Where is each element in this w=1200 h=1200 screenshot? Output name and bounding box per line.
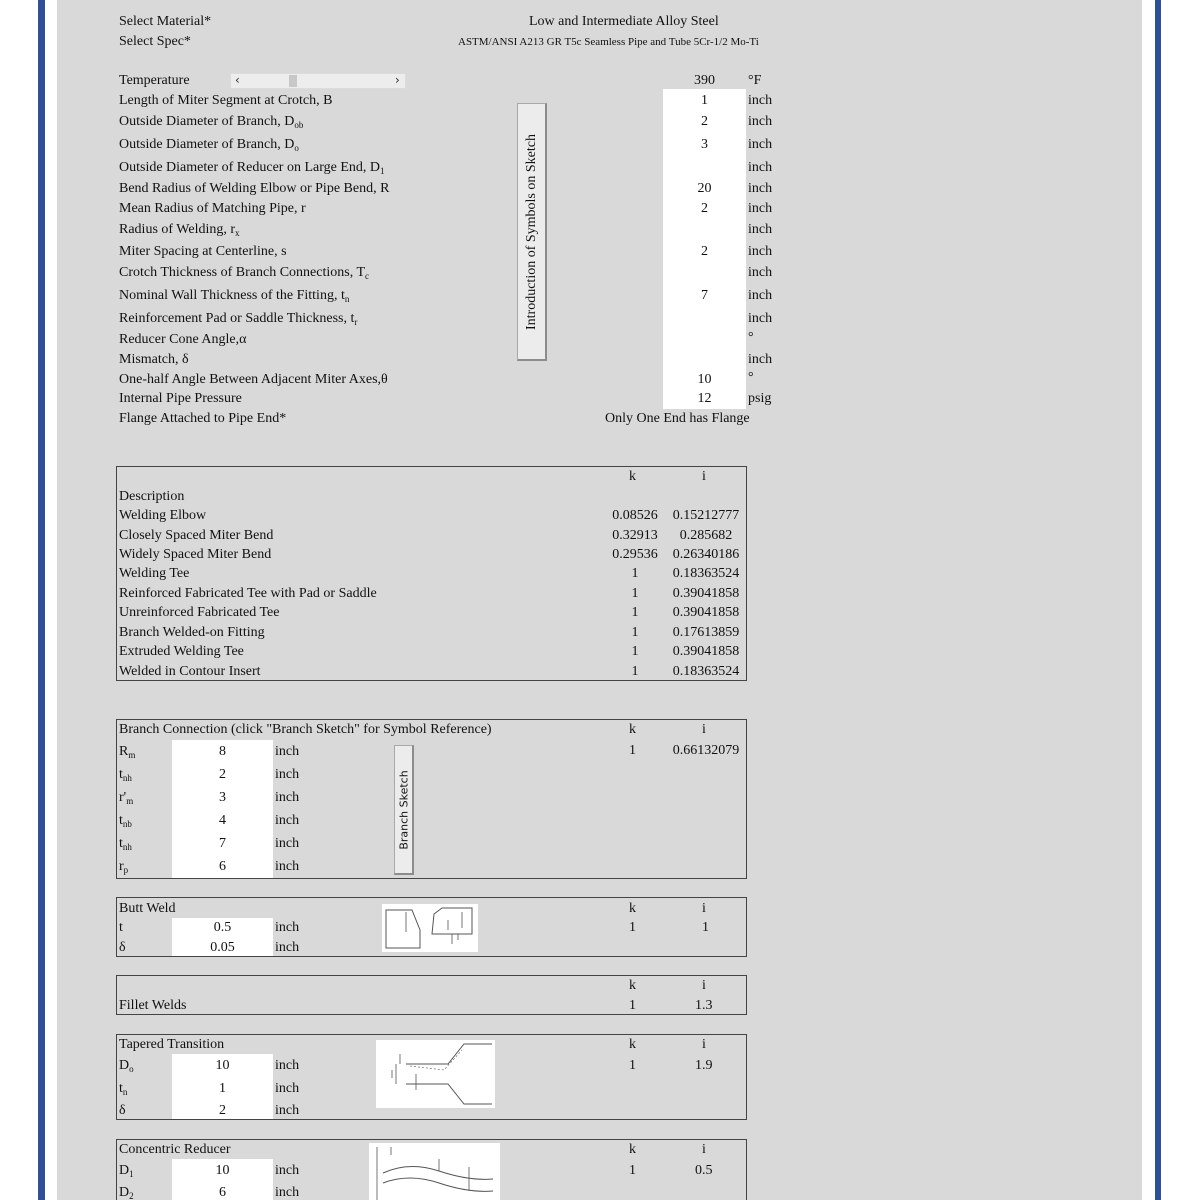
table-row-i: 0.18363524	[672, 566, 740, 581]
crotch-thickness-label: Crotch Thickness of Branch Connections, $T_c$	[119, 265, 369, 281]
welding-radius-unit: inch	[748, 222, 773, 237]
table-row-k: 1	[631, 644, 639, 659]
branch-unit: inch	[275, 790, 300, 805]
branch-unit: inch	[275, 744, 300, 759]
table-row-label: Welding Tee	[119, 566, 190, 581]
tapered-unit: inch	[275, 1103, 300, 1118]
table-row-i: 0.39041858	[672, 644, 740, 659]
branch-symbol: $r'_m$	[119, 790, 134, 806]
tapered-unit: inch	[275, 1081, 300, 1096]
nominal-wall-thickness-unit: inch	[748, 288, 773, 303]
flange-label: Flange Attached to Pipe End*	[119, 411, 287, 426]
branch-od-do-label: Outside Diameter of Branch, $D_o$	[119, 137, 299, 153]
branch-symbol: $r_p$	[119, 859, 129, 875]
table-row-k: 1	[631, 664, 639, 679]
branch-unit: inch	[275, 859, 300, 874]
window-frame-left	[38, 0, 45, 1200]
table-row-i: 0.39041858	[672, 605, 740, 620]
reducer-k-header: k	[629, 1142, 636, 1157]
branch-i-header: i	[702, 722, 706, 737]
branch-tnh2-field[interactable]: 7	[219, 836, 226, 851]
scroll-right-icon[interactable]: ›	[395, 73, 400, 87]
intro-symbols-button-label: Introduction of Symbols on Sketch	[523, 133, 539, 330]
reducer-i-header: i	[702, 1142, 706, 1157]
reducer-i-value: 0.5	[695, 1163, 713, 1178]
temperature-scrollbar[interactable]	[230, 73, 406, 89]
intro-symbols-button[interactable]	[517, 103, 547, 361]
fittings-description-header: Description	[119, 489, 185, 504]
nominal-wall-thickness-label: Nominal Wall Thickness of the Fitting, $t_n$	[119, 288, 350, 304]
butt-weld-symbol: δ	[119, 940, 126, 955]
table-row-i: 0.39041858	[672, 586, 740, 601]
reducer-d1-field[interactable]: 10	[215, 1163, 230, 1178]
table-row-i: 0.18363524	[672, 664, 740, 679]
table-row-k: 0.08526	[612, 508, 658, 523]
cone-angle-label: Reducer Cone Angle,α	[119, 332, 247, 347]
miter-half-angle-field[interactable]: 10	[697, 372, 712, 387]
tapered-k-value: 1	[629, 1058, 636, 1073]
table-row-k: 1	[631, 625, 639, 640]
mean-radius-field[interactable]: 2	[701, 201, 708, 216]
miter-half-angle-label: One-half Angle Between Adjacent Miter Axes,θ	[119, 372, 388, 387]
tapered-i-header: i	[702, 1037, 706, 1052]
table-row-label: Closely Spaced Miter Bend	[119, 528, 274, 543]
branch-unit: inch	[275, 836, 300, 851]
reducer-symbol: $D_2$	[119, 1185, 134, 1200]
branch-symbol: $t_{nh}$	[119, 767, 132, 783]
table-row-i: 0.15212777	[672, 508, 740, 523]
butt-weld-symbol: t	[119, 920, 123, 935]
flange-select[interactable]: Only One End has Flange	[605, 411, 750, 426]
tapered-transition-title: Tapered Transition	[119, 1037, 225, 1052]
branch-i-value: 0.66132079	[672, 743, 740, 758]
reducer-symbol: $D_1$	[119, 1163, 134, 1179]
butt-weld-k-header: k	[629, 901, 636, 916]
crotch-thickness-unit: inch	[748, 265, 773, 280]
spec-label: Select Spec*	[119, 34, 191, 49]
branch-od-dob-unit: inch	[748, 114, 773, 129]
mean-radius-label: Mean Radius of Matching Pipe, r	[119, 201, 306, 216]
welding-radius-label: Radius of Welding, $r_x$	[119, 222, 240, 238]
butt-weld-title: Butt Weld	[119, 901, 176, 916]
reducer-d2-field[interactable]: 6	[219, 1185, 226, 1200]
mean-radius-unit: inch	[748, 201, 773, 216]
branch-symbol: $t_{nb}$	[119, 813, 132, 829]
branch-unit: inch	[275, 813, 300, 828]
material-label: Select Material*	[119, 14, 212, 29]
table-row-i: 0.17613859	[672, 625, 740, 640]
temperature-label: Temperature	[119, 73, 190, 88]
miter-spacing-unit: inch	[748, 244, 773, 259]
table-row-k: 0.29536	[612, 547, 658, 562]
scroll-thumb[interactable]	[289, 75, 297, 87]
butt-weld-k-value: 1	[629, 920, 636, 935]
butt-weld-unit: inch	[275, 920, 300, 935]
reducer-unit: inch	[275, 1185, 300, 1200]
pad-thickness-label: Reinforcement Pad or Saddle Thickness, $t_r$	[119, 311, 358, 327]
tapered-transition-sketch	[376, 1040, 495, 1108]
reducer-k-value: 1	[629, 1163, 636, 1178]
temperature-field[interactable]: 390	[694, 73, 715, 88]
table-row-label: Extruded Welding Tee	[119, 644, 244, 659]
table-row-k: 1	[631, 586, 639, 601]
branch-input-column	[172, 740, 273, 878]
temperature-unit: °F	[748, 73, 762, 88]
tapered-tn-field[interactable]: 1	[219, 1081, 226, 1096]
pad-thickness-unit: inch	[748, 311, 773, 326]
tapered-symbol: $D_o$	[119, 1058, 134, 1074]
tapered-do-field[interactable]: 10	[215, 1058, 230, 1073]
table-row-label: Welding Elbow	[119, 508, 207, 523]
branch-od-dob-field[interactable]: 2	[701, 114, 708, 129]
fittings-i-header: i	[702, 469, 706, 484]
branch-rp-field[interactable]: 6	[219, 859, 226, 874]
fillet-k-value: 1	[629, 998, 636, 1013]
miter-half-angle-unit: °	[748, 370, 754, 385]
spec-select[interactable]: ASTM/ANSI A213 GR T5c Seamless Pipe and Tube 5Cr-1/2 Mo-Ti	[458, 36, 759, 48]
table-row-label: Unreinforced Fabricated Tee	[119, 605, 280, 620]
branch-k-value: 1	[629, 743, 636, 758]
tapered-unit: inch	[275, 1058, 300, 1073]
branch-rm-field[interactable]: 8	[219, 744, 226, 759]
internal-pressure-unit: psig	[748, 391, 772, 406]
internal-pressure-field[interactable]: 12	[697, 391, 712, 406]
butt-weld-i-value: 1	[702, 920, 709, 935]
branch-sketch-button[interactable]	[394, 745, 414, 875]
table-row-k: 1	[631, 605, 639, 620]
table-row-label: Widely Spaced Miter Bend	[119, 547, 272, 562]
tapered-i-value: 1.9	[695, 1058, 713, 1073]
fillet-i-header: i	[702, 978, 706, 993]
table-row-k: 1	[631, 566, 639, 581]
tapered-symbol: $t_n$	[119, 1081, 128, 1097]
fillet-k-header: k	[629, 978, 636, 993]
internal-pressure-label: Internal Pipe Pressure	[119, 391, 242, 406]
branch-sketch-button-label: Branch Sketch	[397, 769, 410, 850]
branch-od-dob-label: Outside Diameter of Branch, $D_{ob}$	[119, 114, 304, 130]
branch-od-do-unit: inch	[748, 137, 773, 152]
tapered-delta-field[interactable]: 2	[219, 1103, 226, 1118]
table-row-label: Welded in Contour Insert	[119, 664, 261, 679]
miter-segment-length-field[interactable]: 1	[701, 93, 708, 108]
branch-tnb-field[interactable]: 4	[219, 813, 226, 828]
butt-weld-delta-field[interactable]: 0.05	[210, 940, 235, 955]
branch-symbol: $R_m$	[119, 744, 136, 760]
butt-weld-t-field[interactable]: 0.5	[213, 920, 232, 935]
miter-spacing-label: Miter Spacing at Centerline, s	[119, 244, 287, 259]
table-row-k: 0.32913	[612, 528, 658, 543]
miter-spacing-field[interactable]: 2	[701, 244, 708, 259]
butt-weld-unit: inch	[275, 940, 300, 955]
window-frame-right	[1155, 0, 1161, 1200]
mismatch-label: Mismatch, δ	[119, 352, 189, 367]
fillet-welds-panel	[116, 975, 747, 1015]
material-select[interactable]: Low and Intermediate Alloy Steel	[529, 14, 719, 29]
reducer-unit: inch	[275, 1163, 300, 1178]
fillet-i-value: 1.3	[695, 998, 713, 1013]
fittings-k-header: k	[629, 469, 636, 484]
reducer-od-label: Outside Diameter of Reducer on Large End, $D_1$	[119, 160, 385, 176]
table-row-i: 0.26340186	[672, 547, 740, 562]
calculator-sheet	[57, 0, 1142, 1200]
butt-weld-sketch	[382, 904, 478, 952]
branch-rprime-m-field[interactable]: 3	[219, 790, 226, 805]
branch-tnh-field[interactable]: 2	[219, 767, 226, 782]
table-row-label: Branch Welded-on Fitting	[119, 625, 265, 640]
reducer-od-unit: inch	[748, 160, 773, 175]
miter-segment-length-unit: inch	[748, 93, 773, 108]
branch-k-header: k	[629, 722, 636, 737]
fillet-welds-title: Fillet Welds	[119, 998, 187, 1013]
miter-segment-length-label: Length of Miter Segment at Crotch, B	[119, 93, 333, 108]
mismatch-unit: inch	[748, 352, 773, 367]
tapered-symbol: δ	[119, 1103, 126, 1118]
nominal-wall-thickness-field[interactable]: 7	[701, 288, 708, 303]
branch-od-do-field[interactable]: 3	[701, 137, 708, 152]
bend-radius-unit: inch	[748, 181, 773, 196]
branch-symbol: $t_{nh}$	[119, 836, 132, 852]
table-row-i: 0.285682	[679, 528, 733, 543]
concentric-reducer-sketch	[369, 1143, 500, 1200]
concentric-reducer-title: Concentric Reducer	[119, 1142, 231, 1157]
branch-unit: inch	[275, 767, 300, 782]
branch-connection-title: Branch Connection (click "Branch Sketch" for Symbol Reference)	[119, 722, 492, 737]
table-row-label: Reinforced Fabricated Tee with Pad or Saddle	[119, 586, 377, 601]
scroll-left-icon[interactable]: ‹	[235, 73, 240, 87]
bend-radius-label: Bend Radius of Welding Elbow or Pipe Bend, R	[119, 181, 390, 196]
cone-angle-unit: °	[748, 330, 754, 345]
bend-radius-field[interactable]: 20	[697, 181, 712, 196]
tapered-k-header: k	[629, 1037, 636, 1052]
butt-weld-i-header: i	[702, 901, 706, 916]
